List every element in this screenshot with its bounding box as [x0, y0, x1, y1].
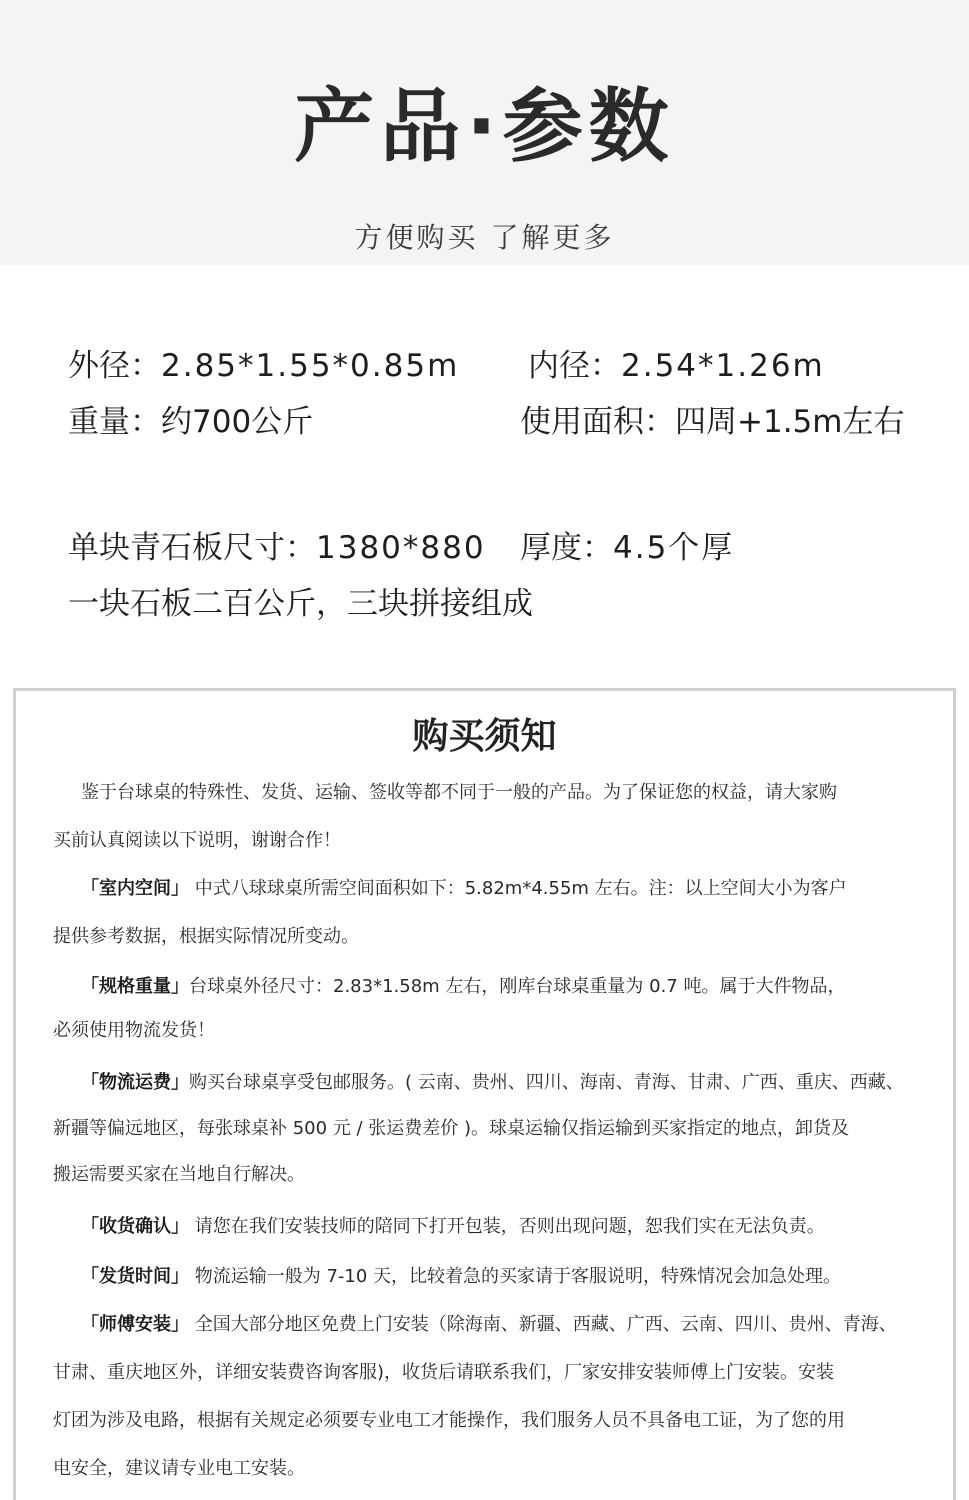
notice-text-line: 电安全，建议请专业电工安装。 [53, 1458, 305, 1479]
spec-label: 厚度： [520, 530, 613, 566]
notice-receipt [81, 1213, 825, 1241]
notice-title: 购买须知 [412, 716, 557, 757]
spec-label: 使用面积： [520, 404, 675, 440]
notice-intro-line: 鉴于台球桌的特殊性、发货、运输、签收等都不同于一般的产品。为了保证您的权益，请大家购 [81, 782, 837, 803]
spec-label: 重量： [68, 404, 161, 440]
spec-value: 4.5个厚 [613, 530, 735, 566]
spec-value: 2.54*1.26m [621, 348, 825, 384]
spec-value: 1380*880 [316, 530, 486, 566]
notice-install [81, 1311, 897, 1339]
notice-intro-line: 买前认真阅读以下说明，谢谢合作！ [53, 830, 341, 851]
section-tag: 「室内空间」 [81, 878, 189, 899]
spec-slab-note: 一块石板二百公斤，三块拼接组成 [68, 586, 533, 622]
notice-text-line: 灯团为涉及电路，根据有关规定必须要专业电工才能操作，我们服务人员不具备电工证，为了您的用 [53, 1410, 845, 1431]
spec-usage-area [520, 400, 904, 444]
page-subtitle: 方便购买 了解更多 [354, 221, 615, 254]
notice-indoor-space [81, 875, 847, 903]
section-text: 全国大部分地区免费上门安装（除海南、新疆、西藏、广西、云南、四川、贵州、青海、 [189, 1314, 897, 1335]
spec-label: 单块青石板尺寸： [68, 530, 316, 566]
notice-text-line: 提供参考数据，根据实际情况所变动。 [53, 926, 359, 947]
spec-label: 内径： [528, 348, 621, 384]
spec-inner-diameter [528, 344, 825, 388]
section-text: 购买台球桌享受包邮服务。( 云南、贵州、四川、海南、青海、甘肃、广西、重庆、西藏、 [189, 1072, 904, 1093]
section-text: 中式八球球桌所需空间面积如下：5.82m*4.55m 左右。注：以上空间大小为客户 [189, 878, 847, 899]
spec-slab-size [68, 526, 486, 570]
notice-text-line: 搬运需要买家在当地自行解决。 [53, 1164, 305, 1185]
section-tag: 「师傅安装」 [81, 1314, 189, 1335]
notice-text-line: 甘肃、重庆地区外，详细安装费咨询客服)，收货后请联系我们，厂家安排安装师傅上门安装。安装 [53, 1362, 835, 1383]
notice-text-line: 新疆等偏远地区，每张球桌补 500 元 / 张运费差价 )。球桌运输仅指运输到买家指定的地点，卸货及 [53, 1118, 850, 1139]
spec-value: 四周+1.5m左右 [675, 404, 905, 440]
notice-text-line: 必须使用物流发货！ [53, 1020, 215, 1041]
spec-value: 约700公斤 [161, 404, 314, 440]
section-tag: 「物流运费」 [81, 1072, 189, 1093]
section-text: 台球桌外径尺寸：2.83*1.58m 左右，刚库台球桌重量为 0.7 吨。属于大件物品， [189, 976, 846, 997]
spec-label: 外径： [68, 348, 161, 384]
section-text: 请您在我们安装技师的陪同下打开包装，否则出现问题，恕我们实在无法负责。 [189, 1216, 825, 1237]
section-text: 物流运输一般为 7-10 天，比较着急的买家请于客服说明，特殊情况会加急处理。 [189, 1266, 842, 1287]
header-banner [0, 0, 969, 265]
spec-thickness [520, 526, 734, 570]
notice-freight [81, 1069, 904, 1097]
section-tag: 「发货时间」 [81, 1266, 189, 1287]
page-title: 产品·参数 [294, 80, 675, 173]
notice-ship-time [81, 1263, 841, 1291]
section-tag: 「规格重量」 [81, 976, 189, 997]
section-tag: 「收货确认」 [81, 1216, 189, 1237]
spec-value: 2.85*1.55*0.85m [161, 348, 460, 384]
purchase-notice-box [13, 688, 956, 1500]
spec-outer-diameter [68, 344, 459, 388]
spec-weight [68, 400, 313, 444]
notice-spec-weight [81, 973, 845, 1001]
